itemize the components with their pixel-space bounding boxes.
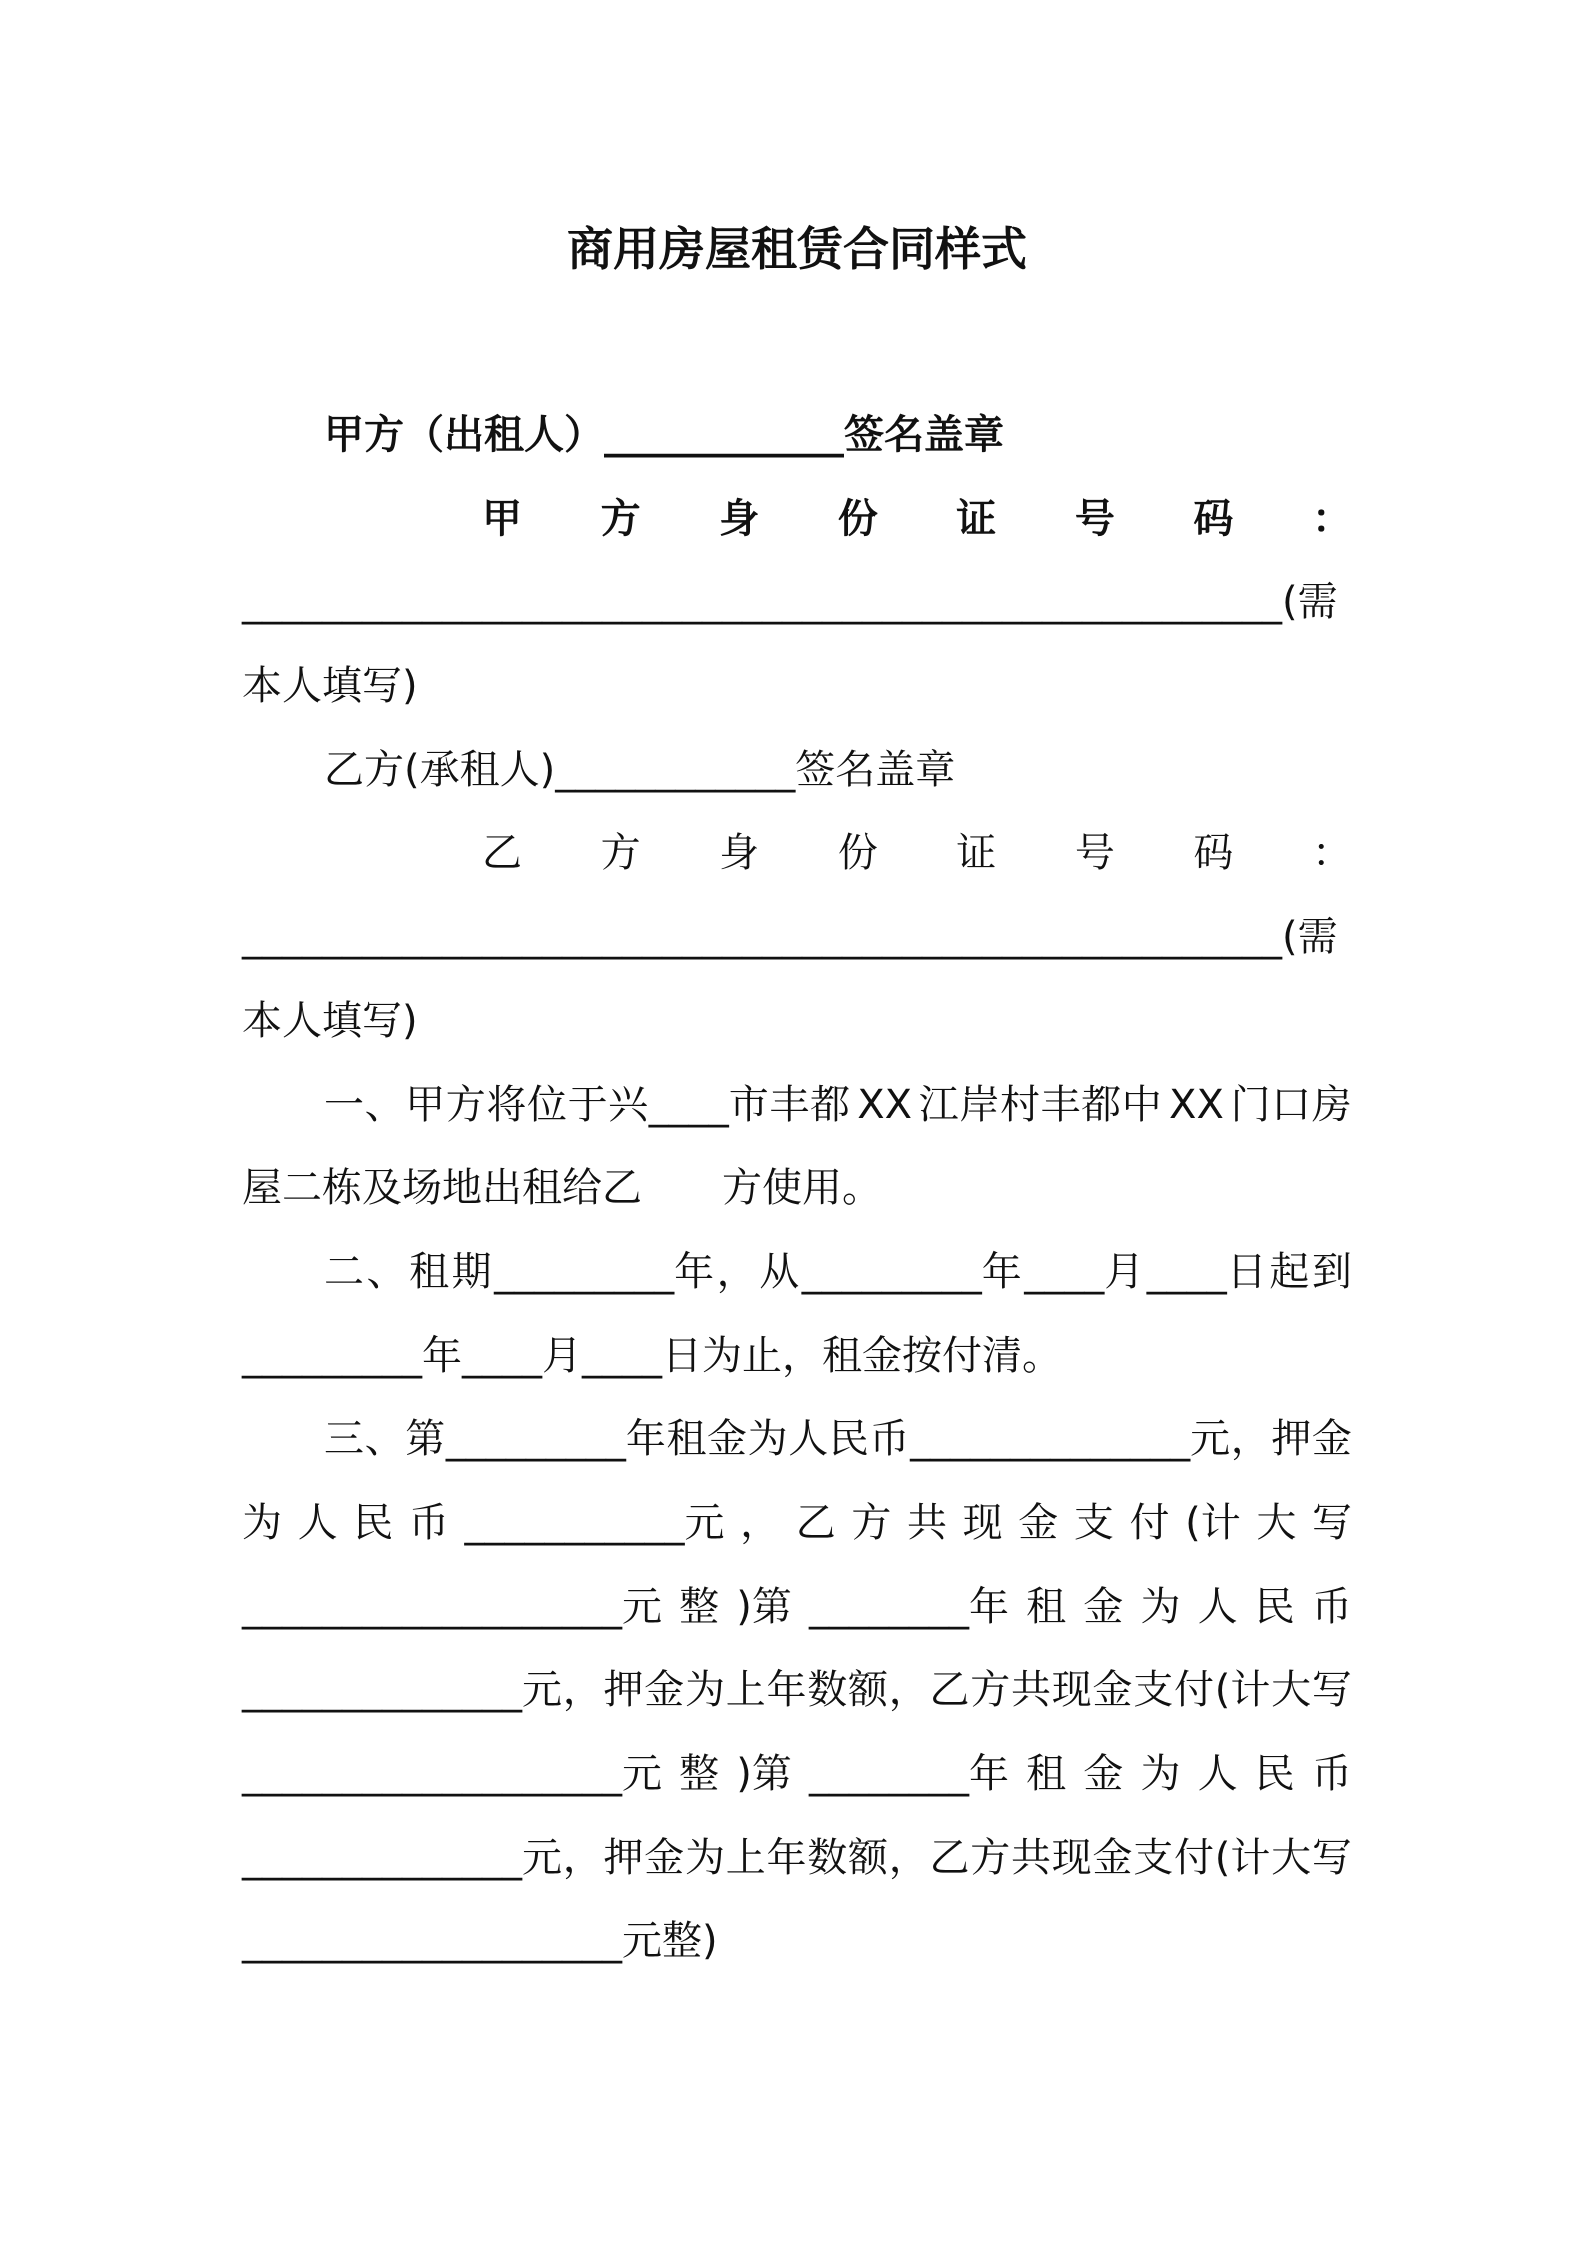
text-run: 金 [707,1416,748,1463]
text-run: 民 [828,1416,869,1463]
text-run: 金 [1092,1667,1133,1714]
text-run: 支 [1133,1667,1174,1714]
clause-3-line [242,1482,1352,1566]
text-run: 方 [970,1834,1011,1881]
text-run: 租 [1026,1751,1067,1797]
text-run: ， [562,1667,603,1714]
text-run: 将 [486,1081,527,1128]
party-a-id-note: 本人填写) [242,663,418,710]
text-run: 上 [725,1667,766,1714]
text-run: 人 [297,1499,338,1546]
party-a-signature-line: 甲方（出租人）____________签名盖章 [324,412,1004,458]
text-run: 号 [1074,830,1115,877]
text-run: 乙 [795,1499,836,1546]
text-run: 兴 [608,1081,649,1128]
text-run: 现 [1051,1834,1092,1881]
text-run: 民 [353,1499,394,1546]
text-run: 码 [1193,495,1234,542]
text-run: 大 [1271,1834,1312,1881]
text-run: 码 [1193,830,1234,877]
text-run: 口 [1271,1081,1312,1128]
text-run: (计 [1214,1667,1271,1714]
text-run: 丰 [769,1081,810,1128]
text-run: 上 [725,1834,766,1881]
text-run: 号 [1074,495,1115,542]
text-run: 证 [956,830,997,877]
text-run: 押 [603,1834,644,1881]
text-run: 大 [1271,1667,1312,1714]
text-run: 民 [1254,1751,1295,1797]
text-run: 付 [1174,1667,1214,1714]
text-run: ______________元 [242,1834,562,1881]
document-title: 商用房屋租赁合同样式 [567,222,1027,276]
text-run: 租 [666,1416,707,1463]
text-run: 位 [526,1081,567,1128]
text-run: XX 门 [1162,1081,1271,1128]
text-run: 币 [1311,1583,1352,1630]
text-run: 年 [766,1667,807,1714]
text-run: 为 [747,1416,788,1463]
text-run: 都 [1081,1081,1122,1128]
text-run: _________年 [801,1248,1022,1295]
text-run: ： [1311,830,1352,877]
text-run: ， [740,1499,781,1546]
text-run: 为 [685,1834,725,1881]
text-run: 写 [1311,1834,1352,1881]
text-run: 数 [807,1834,848,1881]
text-run: 一 [324,1081,364,1128]
text-run: ， [716,1248,757,1295]
text-run: 为 [685,1667,725,1714]
text-run: 村 [999,1081,1040,1128]
text-run: 币 [869,1416,910,1463]
text-run: 支 [1133,1834,1174,1881]
text-run: 乙 [929,1667,970,1714]
text-run: 甲 [482,495,522,542]
text-run: 都 [809,1081,850,1128]
clause-3-line [242,1817,1352,1901]
text-run: 租 [409,1248,450,1295]
text-run: 丰 [1040,1081,1081,1128]
text-run: ____日 [1146,1248,1267,1295]
text-run: 甲 [405,1081,446,1128]
text-run: 房 [1311,1081,1352,1128]
text-run: 乙 [482,830,522,877]
text-run: 于 [567,1081,608,1128]
text-run: )第 [736,1583,792,1630]
text-run: 写 [1311,1499,1352,1546]
text-run: )第 [736,1751,792,1797]
text-run: 起 [1269,1248,1310,1295]
text-run: 岸 [959,1081,1000,1128]
text-run: 方 [851,1499,892,1546]
text-run: 、 [364,1081,405,1128]
text-run: ______________元 [242,1667,562,1714]
party-b-id-blank: ____________________________________________________(需 [242,914,1338,961]
text-run: ， [562,1834,603,1881]
text-run: 金 [1311,1416,1352,1463]
text-run: 共 [1011,1834,1051,1881]
text-run: ______________元 [910,1416,1231,1463]
text-run: 金 [1018,1499,1059,1546]
text-run: 付 [1129,1499,1170,1546]
document-body [242,394,1352,1984]
text-run: 期 [451,1248,492,1295]
text-run: 证 [956,495,997,542]
text-run: 从 [759,1248,800,1295]
text-run: 租 [1026,1583,1067,1630]
clause-1-line [242,1064,1352,1148]
text-run: ___________________元 [242,1583,662,1630]
text-run: ， [1230,1416,1271,1463]
text-run: XX 江 [850,1081,959,1128]
clause-3-line [242,1566,1352,1650]
clause-1-line: 屋二栋及场地出租给乙 方使用。 [242,1165,882,1212]
text-run: 大 [1256,1499,1297,1546]
text-run: 为 [1140,1751,1181,1797]
text-run: 币 [1311,1751,1352,1797]
text-run: (计 [1185,1499,1241,1546]
text-run: ____月 [1024,1248,1145,1295]
text-run: 方 [600,495,641,542]
text-run: 份 [837,830,878,877]
text-run: 押 [1271,1416,1312,1463]
text-run: ___________________元 [242,1751,662,1797]
text-run: 民 [1254,1583,1295,1630]
party-a-id-blank: ____________________________________________________(需 [242,579,1338,626]
text-run: 支 [1073,1499,1114,1546]
text-run: ： [1311,495,1352,542]
text-run: 三 [324,1416,364,1463]
text-run: 方 [600,830,641,877]
text-run: 付 [1174,1834,1214,1881]
text-run: 方 [445,1081,486,1128]
text-run: 乙 [929,1834,970,1881]
text-run: 中 [1121,1081,1162,1128]
text-run: 身 [719,830,760,877]
text-run: 份 [837,495,878,542]
text-run: 金 [1083,1583,1124,1630]
party-b-id-note: 本人填写) [242,997,418,1044]
text-run: 写 [1311,1667,1352,1714]
text-run: 额 [848,1834,888,1881]
party-a-id-label [242,478,1352,562]
text-run: 现 [1051,1667,1092,1714]
text-run: ________年 [809,1751,1010,1797]
text-run: 为 [1140,1583,1181,1630]
clause-3-line: ___________________元整) [242,1918,718,1965]
party-b-id-label [242,812,1352,896]
text-run: 现 [962,1499,1003,1546]
clause-3-line [242,1398,1352,1482]
text-run: 人 [1197,1583,1238,1630]
text-run: 共 [907,1499,947,1546]
text-run: (计 [1214,1834,1271,1881]
text-run: ， [888,1834,929,1881]
text-run: 金 [644,1667,685,1714]
text-run: 、 [366,1248,407,1295]
text-run: 年 [766,1834,807,1881]
text-run: 整 [679,1751,720,1797]
text-run: 方 [970,1667,1011,1714]
text-run: 金 [1083,1751,1124,1797]
text-run: ____市 [648,1081,769,1128]
text-run: ， [888,1667,929,1714]
party-b-signature-line: 乙方(承租人)____________签名盖章 [324,746,956,793]
clause-3-line [242,1649,1352,1733]
text-run: ___________元 [464,1499,725,1546]
text-run: 到 [1311,1248,1352,1295]
text-run: 身 [719,495,760,542]
text-run: 人 [788,1416,829,1463]
clause-3-line [242,1733,1352,1817]
text-run: 额 [848,1667,888,1714]
text-run: 币 [408,1499,449,1546]
text-run: 、 [364,1416,405,1463]
text-run: 人 [1197,1751,1238,1797]
text-run: 金 [1092,1834,1133,1881]
text-run: 押 [603,1667,644,1714]
text-run: 共 [1011,1667,1051,1714]
clause-2-line: _________年____月____日为止，租金按付清。 [242,1332,1062,1379]
clause-2-line [242,1231,1352,1315]
text-run: 金 [644,1834,685,1881]
text-run: _________年 [494,1248,715,1295]
text-run: 数 [807,1667,848,1714]
text-run: ________年 [809,1583,1010,1630]
text-run: 第 [405,1416,446,1463]
document-page [242,0,1352,2244]
text-run: 整 [679,1583,720,1630]
text-run: 二 [324,1248,364,1295]
text-run: _________年 [445,1416,666,1463]
text-run: 为 [242,1499,282,1546]
